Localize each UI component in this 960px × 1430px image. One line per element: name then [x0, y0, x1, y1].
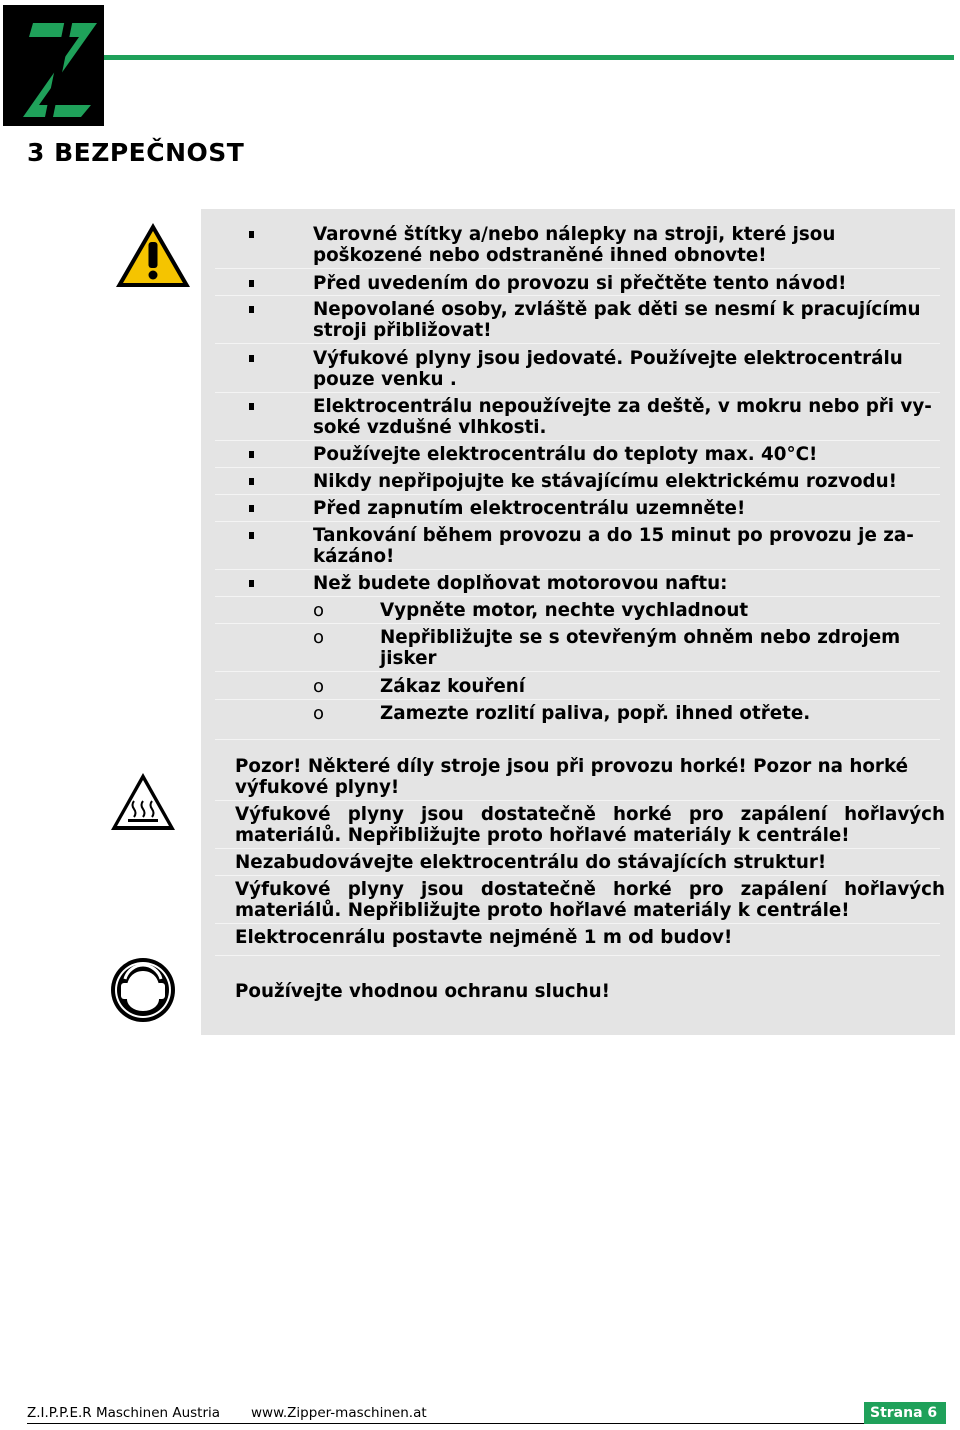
row-separator: [215, 440, 940, 441]
row-separator: [215, 596, 940, 597]
section-title: 3 BEZPEČNOST: [27, 138, 245, 167]
footer-rule: [27, 1423, 867, 1424]
hot-warning-line-4: materiálů. Nepřibližujte proto hořlavé materiály k centrále!: [235, 825, 850, 846]
bullet-marker: [249, 231, 254, 238]
warning-item-2: Před uvedením do provozu si přečtěte tento návod!: [313, 273, 847, 294]
hot-warning-line-3: Výfukové plyny jsou dostatečně horké pro zapálení hořlavých: [235, 804, 945, 825]
row-separator: [215, 569, 940, 570]
hot-warning-line-1: Pozor! Některé díly stroje jsou při provozu horké! Pozor na horké: [235, 756, 909, 777]
zipper-logo: [3, 5, 104, 126]
ear-protection-icon: [110, 957, 176, 1027]
row-separator: [215, 623, 940, 624]
hot-warning-line-6: Výfukové plyny jsou dostatečně horké pro zapálení hořlavých: [235, 879, 945, 900]
warning-item-10: Než budete doplňovat motorovou naftu:: [313, 573, 728, 594]
bullet-marker: [249, 505, 254, 512]
bullet-marker: [249, 478, 254, 485]
bullet-marker: [249, 403, 254, 410]
bullet-marker: [249, 451, 254, 458]
row-separator: [215, 295, 940, 296]
warning-item-5-line-2: soké vzdušné vlhkosti.: [313, 417, 547, 438]
sub-marker: o: [313, 703, 325, 724]
row-separator: [215, 848, 940, 849]
row-separator: [215, 467, 940, 468]
warning-item-1-line-2: poškozené nebo odstraněné ihned obnovte!: [313, 245, 767, 266]
row-separator: [215, 955, 940, 956]
warning-item-5-line-1: Elektrocentrálu nepoužívejte za deště, v mokru nebo při vy-: [313, 396, 932, 417]
row-separator: [215, 392, 940, 393]
bullet-marker: [249, 580, 254, 587]
sub-item-3: Zákaz kouření: [380, 676, 526, 697]
sub-marker: o: [313, 600, 325, 621]
row-separator: [215, 800, 940, 801]
footer-company: Z.I.P.P.E.R Maschinen Austria: [27, 1405, 221, 1421]
warning-item-3-line-1: Nepovolané osoby, zvláště pak děti se nesmí k pracujícímu: [313, 299, 921, 320]
sub-item-2-line-2: jisker: [380, 648, 437, 669]
sub-item-1: Vypněte motor, nechte vychladnout: [380, 600, 749, 621]
warning-item-8: Před zapnutím elektrocentrálu uzemněte!: [313, 498, 746, 519]
warning-item-9-line-1: Tankování během provozu a do 15 minut po provozu je za-: [313, 525, 914, 546]
hot-warning-line-5: Nezabudovávejte elektrocentrálu do stávajících struktur!: [235, 852, 827, 873]
hearing-protection-text: Používejte vhodnou ochranu sluchu!: [235, 981, 611, 1002]
page-number-badge: Strana 6: [864, 1402, 946, 1424]
hot-surface-icon: [109, 771, 177, 837]
bullet-marker: [249, 532, 254, 539]
row-separator: [215, 875, 940, 876]
sub-item-4: Zamezte rozlití paliva, popř. ihned otřete.: [380, 703, 811, 724]
warning-item-3-line-2: stroji přibližovat!: [313, 320, 492, 341]
hot-warning-line-2: výfukové plyny!: [235, 777, 400, 798]
warning-item-6: Používejte elektrocentrálu do teploty max. 40°C!: [313, 444, 818, 465]
warning-item-9-line-2: kázáno!: [313, 546, 395, 567]
warning-item-4-line-1: Výfukové plyny jsou jedovaté. Používejte elektrocentrálu: [313, 348, 903, 369]
row-separator: [215, 268, 940, 269]
sub-item-2-line-1: Nepřibližujte se s otevřeným ohněm nebo zdrojem: [380, 627, 901, 648]
row-separator: [215, 739, 940, 740]
row-separator: [215, 494, 940, 495]
row-separator: [215, 671, 940, 672]
bullet-marker: [249, 306, 254, 313]
row-separator: [215, 699, 940, 700]
zipper-z-logo-icon: [3, 5, 104, 126]
warning-item-1-line-1: Varovné štítky a/nebo nálepky na stroji, které jsou: [313, 224, 836, 245]
footer-website[interactable]: www.Zipper-maschinen.at: [251, 1405, 427, 1421]
warning-item-7: Nikdy nepřipojujte ke stávajícímu elektrickému rozvodu!: [313, 471, 897, 492]
bullet-marker: [249, 355, 254, 362]
warning-item-4-line-2: pouze venku .: [313, 369, 457, 390]
sub-marker: o: [313, 627, 325, 648]
hot-warning-line-8: Elektrocenrálu postavte nejméně 1 m od budov!: [235, 927, 733, 948]
row-separator: [215, 923, 940, 924]
row-separator: [215, 521, 940, 522]
row-separator: [215, 343, 940, 344]
bullet-marker: [249, 280, 254, 287]
sub-marker: o: [313, 676, 325, 697]
warning-triangle-icon: [114, 220, 192, 294]
header-rule: [104, 55, 954, 60]
hot-warning-line-7: materiálů. Nepřibližujte proto hořlavé materiály k centrále!: [235, 900, 850, 921]
